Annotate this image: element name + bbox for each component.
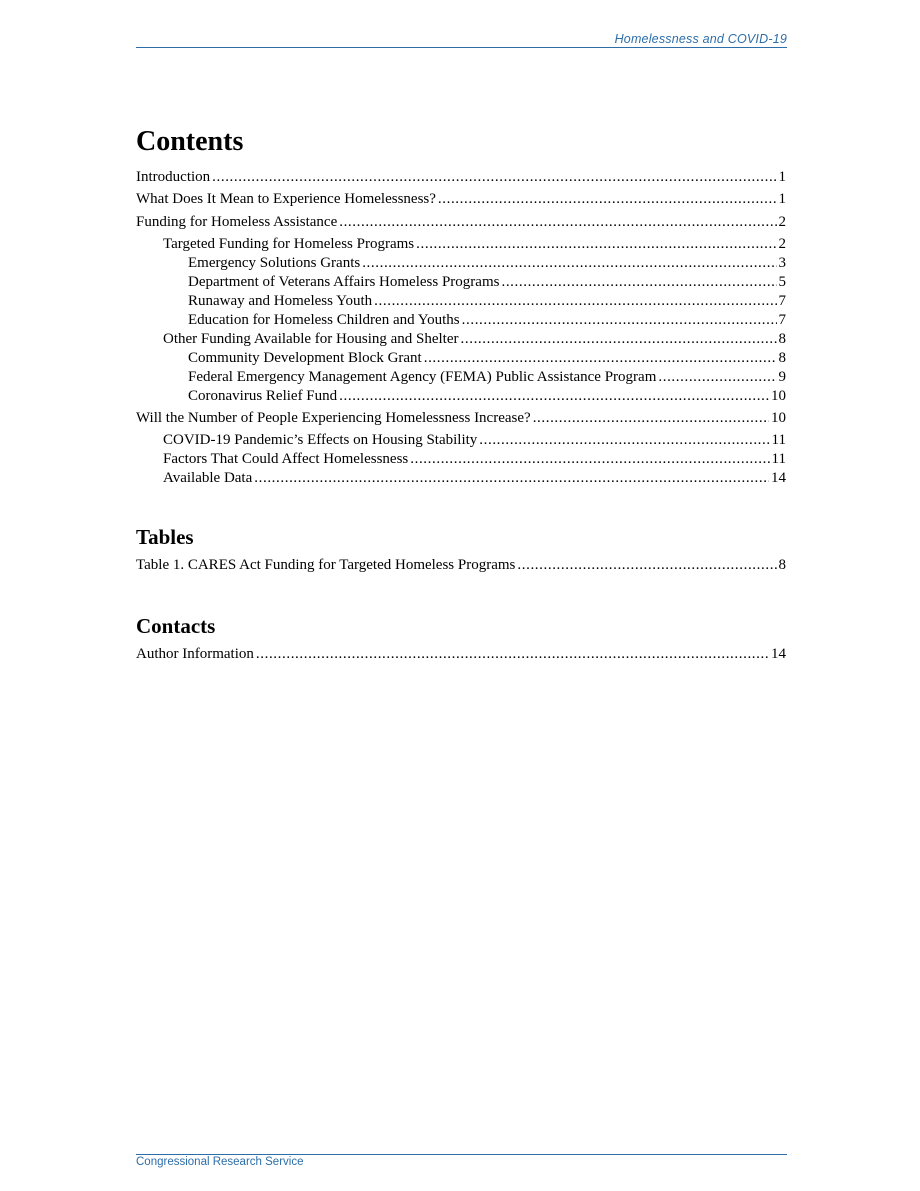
- toc-entry-page: 9: [778, 368, 786, 385]
- page-header: [136, 30, 787, 48]
- toc-entry[interactable]: [136, 235, 786, 254]
- dot-leader: [517, 556, 776, 575]
- toc-entry[interactable]: [136, 387, 786, 406]
- toc-entry-label: Education for Homeless Children and Youths: [188, 311, 460, 328]
- dot-leader: [438, 190, 777, 209]
- dot-leader: [374, 292, 776, 311]
- dot-leader: [501, 273, 776, 292]
- toc-entry-page: 8: [778, 557, 786, 573]
- toc-entry[interactable]: [136, 254, 786, 273]
- toc-entry-page: 5: [778, 273, 786, 290]
- header-title: Homelessness and COVID-19: [614, 32, 787, 46]
- toc-entry-label: Table 1. CARES Act Funding for Targeted Homeless Programs: [136, 557, 516, 573]
- toc-entry-page: 2: [778, 213, 786, 230]
- dot-leader: [533, 409, 769, 428]
- toc-entry-label: Federal Emergency Management Agency (FEMA) Public Assistance Program: [188, 368, 657, 385]
- toc-entry[interactable]: [136, 190, 786, 209]
- dot-leader: [416, 235, 776, 254]
- dot-leader: [212, 168, 776, 187]
- toc-entry[interactable]: [136, 292, 786, 311]
- dot-leader: [479, 431, 769, 450]
- toc-entry-page: 8: [778, 330, 786, 347]
- toc-entry[interactable]: [136, 469, 786, 488]
- toc-entry-page: 2: [778, 235, 786, 252]
- page-footer: [136, 1154, 787, 1168]
- toc-entry-label: Will the Number of People Experiencing Homelessness Increase?: [136, 410, 531, 426]
- toc-entry-label: Runaway and Homeless Youth: [188, 292, 373, 309]
- toc-entry[interactable]: [136, 431, 786, 450]
- dot-leader: [424, 349, 777, 368]
- dot-leader: [658, 368, 776, 387]
- dot-leader: [362, 254, 776, 273]
- dot-leader: [410, 450, 769, 469]
- toc-entry-label: Other Funding Available for Housing and Shelter: [163, 330, 459, 347]
- toc-entry[interactable]: [136, 645, 786, 664]
- toc-entry-page: 10: [771, 387, 786, 404]
- toc-entry-page: 14: [771, 470, 786, 486]
- dot-leader: [462, 311, 777, 330]
- contacts-heading: Contacts: [136, 614, 216, 638]
- toc-entry-label: Funding for Homeless Assistance: [136, 213, 338, 230]
- toc-entry[interactable]: [136, 368, 786, 387]
- toc-entry-page: 11: [771, 432, 786, 448]
- table-of-contents: [136, 120, 786, 664]
- toc-entry[interactable]: [136, 349, 786, 368]
- toc-entry-page: 3: [778, 254, 786, 271]
- toc-entry-label: What Does It Mean to Experience Homelessness?: [136, 191, 436, 207]
- toc-entry-page: 10: [771, 410, 786, 426]
- toc-entry[interactable]: [136, 213, 786, 232]
- toc-entry-page: 11: [771, 451, 786, 467]
- toc-entry-page: 1: [778, 168, 786, 185]
- toc-entry[interactable]: [136, 556, 786, 575]
- toc-entry-page: 8: [778, 349, 786, 366]
- toc-entry[interactable]: [136, 409, 786, 428]
- toc-entry-label: Community Development Block Grant: [188, 349, 422, 366]
- toc-entry[interactable]: [136, 311, 786, 330]
- toc-entry[interactable]: [136, 273, 786, 292]
- tables-heading: Tables: [136, 525, 194, 549]
- dot-leader: [339, 387, 769, 406]
- toc-entry-page: 7: [778, 311, 786, 328]
- toc-entry-label: COVID-19 Pandemic’s Effects on Housing Stability: [163, 432, 478, 448]
- footer-text: Congressional Research Service: [136, 1156, 304, 1168]
- toc-entry-label: Available Data: [163, 470, 253, 486]
- toc-entry-label: Department of Veterans Affairs Homeless Programs: [188, 273, 500, 290]
- dot-leader: [254, 469, 769, 488]
- toc-entry-label: Factors That Could Affect Homelessness: [163, 451, 409, 467]
- dot-leader: [461, 330, 777, 349]
- contents-heading: Contents: [136, 126, 244, 157]
- toc-entry-page: 7: [778, 292, 786, 309]
- toc-entry-label: Author Information: [136, 646, 254, 662]
- toc-entry-page: 14: [771, 646, 786, 662]
- toc-entry[interactable]: [136, 330, 786, 349]
- toc-entry[interactable]: [136, 168, 786, 187]
- toc-entry-label: Introduction: [136, 168, 211, 185]
- dot-leader: [339, 213, 776, 232]
- dot-leader: [256, 645, 769, 664]
- toc-entry-label: Targeted Funding for Homeless Programs: [163, 235, 415, 252]
- toc-entry-label: Coronavirus Relief Fund: [188, 387, 338, 404]
- toc-entry[interactable]: [136, 450, 786, 469]
- toc-entry-page: 1: [778, 191, 786, 207]
- toc-entry-label: Emergency Solutions Grants: [188, 254, 361, 271]
